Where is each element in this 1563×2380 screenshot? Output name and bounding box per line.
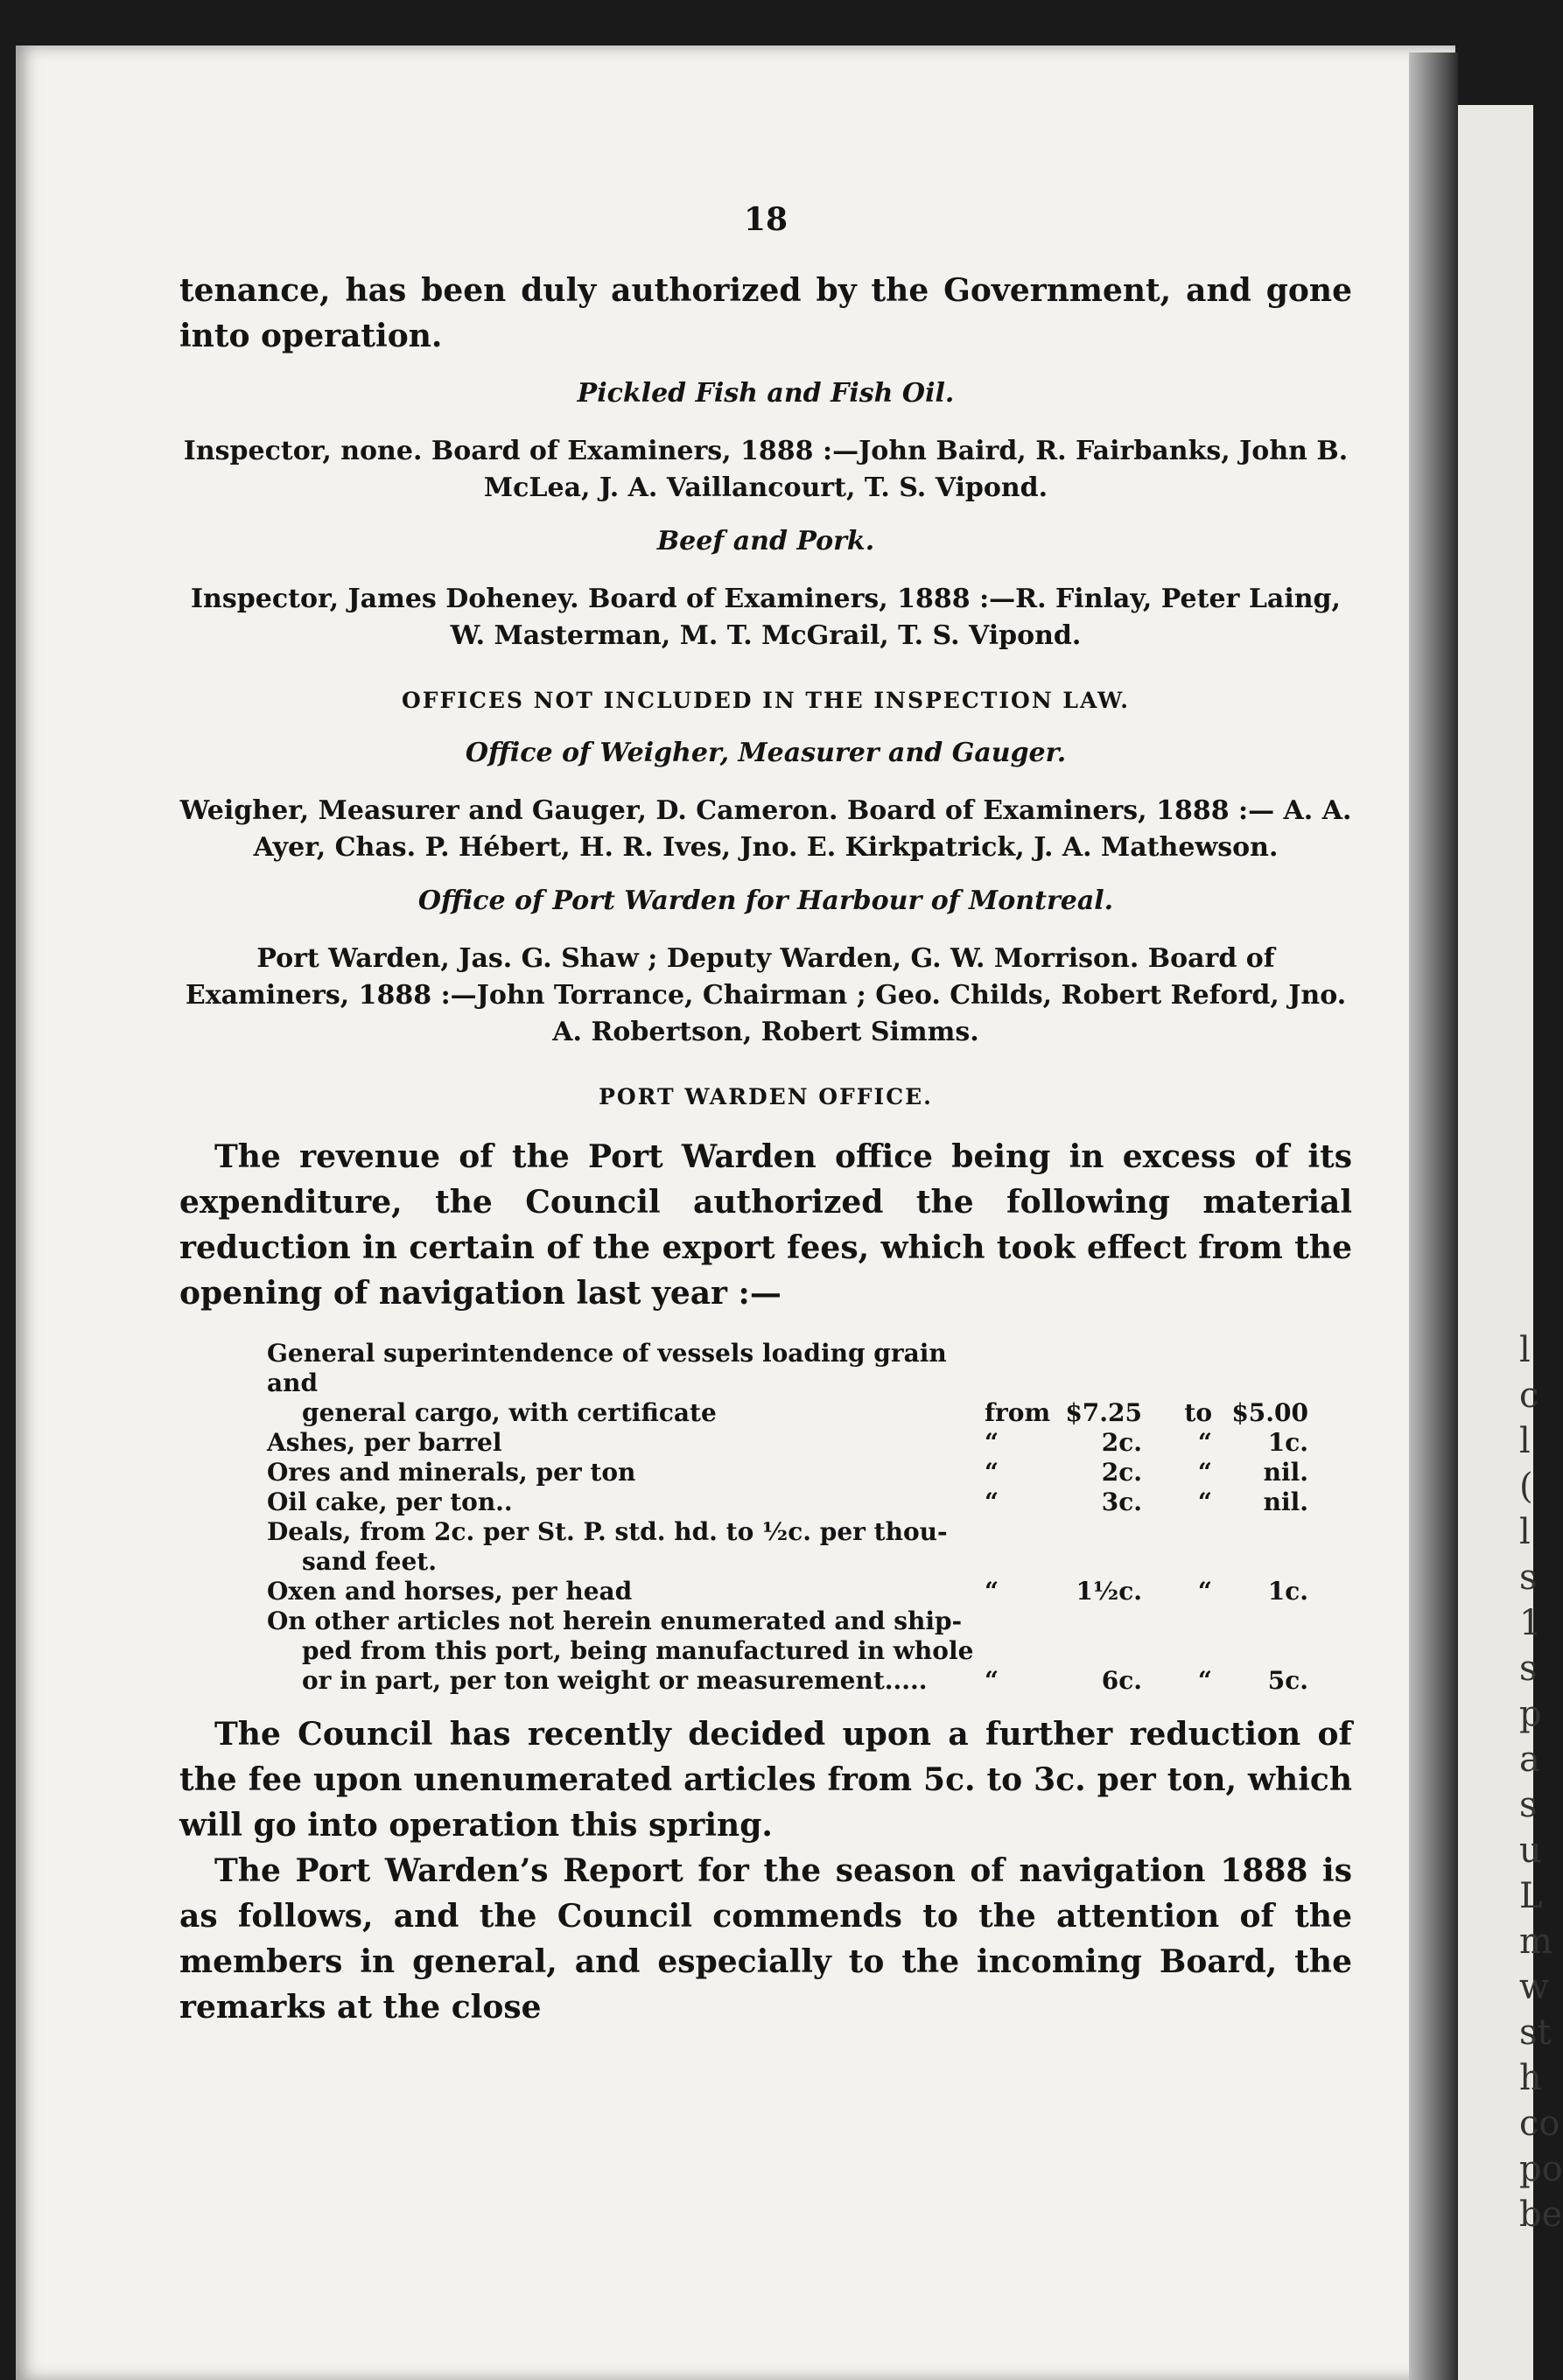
- next-page-fragment: be: [1519, 2194, 1563, 2235]
- next-page-fragment: m: [1519, 1922, 1552, 1962]
- fee-row: [267, 1488, 1308, 1517]
- next-page-fragment: L: [1519, 1876, 1543, 1916]
- fee-old: 3c.: [1101, 1488, 1142, 1516]
- fee-from: [985, 1339, 1046, 1398]
- fee-from: “: [985, 1428, 999, 1457]
- fee-row: [267, 1636, 1308, 1666]
- fee-description: Oxen and horses, per head: [267, 1577, 633, 1606]
- next-page-fragment: po: [1519, 2149, 1563, 2189]
- fee-row: [267, 1547, 1308, 1577]
- fee-old: 2c.: [1101, 1428, 1142, 1457]
- fee-table: [267, 1339, 1308, 1696]
- fee-from: [985, 1636, 1046, 1666]
- fee-from: “: [985, 1666, 999, 1695]
- fee-from: “: [985, 1488, 999, 1516]
- next-page-fragment: s: [1519, 1785, 1538, 1825]
- page-content: [179, 201, 1352, 2030]
- fee-to: [1142, 1517, 1212, 1547]
- fee-from: [985, 1517, 1046, 1547]
- fee-new: 1c.: [1267, 1428, 1308, 1457]
- fee-new: [1212, 1606, 1308, 1636]
- port-warden-examiners: Port Warden, Jas. G. Shaw ; Deputy Warden, G. W. Morrison. Board of Examiners, 1888 :—John Torrance, Chairman ; Geo. Childs, Robert Reford, Jno. A. Robertson, Robert Simms.: [185, 943, 1347, 1047]
- fee-new: nil.: [1263, 1458, 1308, 1487]
- fee-to: [1142, 1339, 1212, 1398]
- fee-description: On other articles not herein enumerated and ship-: [267, 1606, 963, 1635]
- next-page-fragment: s: [1519, 1558, 1538, 1598]
- fee-to: [1142, 1636, 1212, 1666]
- fee-to: [1142, 1606, 1212, 1636]
- fee-description: or in part, per ton weight or measurement.....: [302, 1666, 928, 1695]
- fee-old: [1046, 1547, 1142, 1577]
- fee-old: [1046, 1517, 1142, 1547]
- fee-row: [267, 1577, 1308, 1606]
- fee-description: General superintendence of vessels loading grain and: [267, 1339, 947, 1397]
- fee-to: [1142, 1547, 1212, 1577]
- fee-from: [985, 1606, 1046, 1636]
- fee-to: “: [1197, 1666, 1212, 1695]
- fee-new: nil.: [1263, 1488, 1308, 1516]
- fee-from: “: [985, 1577, 999, 1606]
- fee-to: “: [1197, 1458, 1212, 1487]
- fee-to: “: [1197, 1428, 1212, 1457]
- next-page-fragment: l: [1519, 1421, 1531, 1461]
- fee-description: sand feet.: [302, 1547, 437, 1576]
- next-page-fragment: c: [1519, 1376, 1539, 1416]
- fee-description: Deals, from 2c. per St. P. std. hd. to ½c. per thou-: [267, 1517, 948, 1546]
- next-page-fragment: l: [1519, 1512, 1531, 1552]
- fee-new: [1212, 1547, 1308, 1577]
- fee-new: 1c.: [1267, 1577, 1308, 1606]
- next-page-fragment: a: [1519, 1740, 1540, 1780]
- page-number: 18: [743, 201, 789, 238]
- fee-row: [267, 1339, 1308, 1398]
- revenue-paragraph: The revenue of the Port Warden office being in excess of its expenditure, the Council authorized the following material reduction in certain of the export fees, which took effect from the opening of navigation last year :—: [179, 1138, 1352, 1312]
- fee-description: general cargo, with certificate: [302, 1398, 717, 1427]
- fee-new: [1212, 1517, 1308, 1547]
- next-page-fragment: u: [1519, 1830, 1542, 1871]
- fee-to: “: [1197, 1577, 1212, 1606]
- fee-row: [267, 1398, 1308, 1428]
- heading-weigher: Office of Weigher, Measurer and Gauger.: [465, 738, 1067, 768]
- fee-row: [267, 1606, 1308, 1636]
- heading-port-warden-office: Office of Port Warden for Harbour of Montreal.: [417, 886, 1114, 916]
- heading-beef-pork: Beef and Pork.: [656, 526, 875, 556]
- council-paragraph: The Council has recently decided upon a further reduction of the fee upon unenumerated articles from 5c. to 3c. per ton, which will go into operation this spring.: [179, 1716, 1352, 1844]
- heading-port-warden: PORT WARDEN OFFICE.: [599, 1084, 933, 1110]
- fee-from: from: [985, 1398, 1051, 1427]
- report-paragraph: The Port Warden’s Report for the season of navigation 1888 is as follows, and the Council commends to the attention of the members in general, and especially to the incoming Board, the remarks at the close: [179, 1852, 1352, 2026]
- fee-old: [1046, 1339, 1142, 1398]
- fee-new: $5.00: [1231, 1398, 1308, 1427]
- fee-from: “: [985, 1458, 999, 1487]
- fee-from: [985, 1547, 1046, 1577]
- heading-pickled-fish: Pickled Fish and Fish Oil.: [577, 378, 955, 409]
- pickled-fish-examiners: Inspector, none. Board of Examiners, 1888 :—John Baird, R. Fairbanks, John B. McLea, J. A. Vaillancourt, T. S. Vipond.: [183, 436, 1349, 503]
- heading-offices-not-included: OFFICES NOT INCLUDED IN THE INSPECTION LAW.: [401, 688, 1131, 713]
- fee-to: “: [1197, 1488, 1212, 1516]
- fee-new: 5c.: [1267, 1666, 1308, 1695]
- fee-row: [267, 1517, 1308, 1547]
- next-page-fragment: p: [1519, 1694, 1542, 1734]
- fee-old: 1½c.: [1076, 1577, 1142, 1606]
- fee-description: Oil cake, per ton..: [267, 1488, 513, 1516]
- fee-description: ped from this port, being manufactured in whole: [302, 1636, 974, 1665]
- weigher-examiners: Weigher, Measurer and Gauger, D. Cameron. Board of Examiners, 1888 :— A. A. Ayer, Chas. P. Hébert, H. R. Ives, Jno. E. Kirkpatrick, J. A. Mathewson.: [179, 795, 1352, 863]
- next-page-fragment: h: [1519, 2058, 1542, 2098]
- fee-row: [267, 1666, 1308, 1696]
- opening-paragraph: tenance, has been duly authorized by the Government, and gone into operation.: [179, 272, 1352, 354]
- fee-description: Ashes, per barrel: [267, 1428, 502, 1457]
- fee-old: 6c.: [1101, 1666, 1142, 1695]
- fee-old: [1046, 1636, 1142, 1666]
- fee-new: [1212, 1636, 1308, 1666]
- fee-old: $7.25: [1065, 1398, 1142, 1427]
- next-page-fragment: w: [1519, 1967, 1550, 2007]
- next-page-fragment: (: [1519, 1466, 1533, 1507]
- fee-new: [1212, 1339, 1308, 1398]
- fee-row: [267, 1428, 1308, 1458]
- fee-old: 2c.: [1101, 1458, 1142, 1487]
- next-page-fragment: l: [1519, 1330, 1531, 1370]
- fee-description: Ores and minerals, per ton: [267, 1458, 636, 1487]
- next-page-fragment: st: [1519, 2012, 1552, 2053]
- fee-to: to: [1184, 1398, 1212, 1427]
- fee-old: [1046, 1606, 1142, 1636]
- spine-shadow: [1409, 52, 1458, 2380]
- next-page-fragment: 1: [1519, 1603, 1542, 1643]
- next-page-fragment: co: [1519, 2104, 1560, 2144]
- beef-pork-examiners: Inspector, James Doheney. Board of Examiners, 1888 :—R. Finlay, Peter Laing, W. Masterman, M. T. McGrail, T. S. Vipond.: [191, 584, 1341, 651]
- fee-row: [267, 1458, 1308, 1488]
- next-page-fragment: s: [1519, 1648, 1538, 1689]
